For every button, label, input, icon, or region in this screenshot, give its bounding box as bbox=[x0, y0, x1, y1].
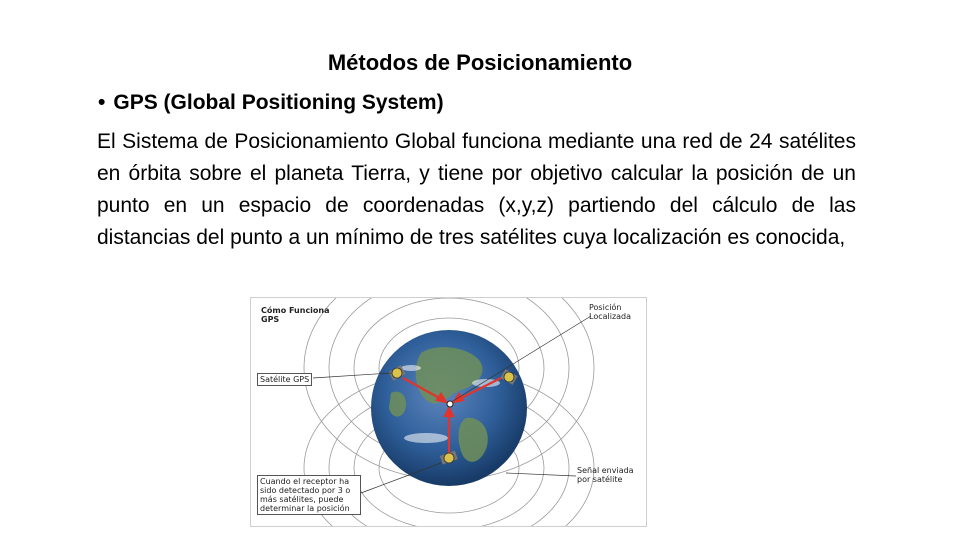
body-paragraph: El Sistema de Posicionamiento Global funciona mediante una red de 24 satélites en órbita sobre el planeta Tierra, y tiene por objetivo calcular la posición de un punto en un espacio de coordenadas (x,y,z) partiendo del cálculo de las distancias del punto a un mínimo de tres satélites cuya localización es conocida, bbox=[97, 130, 856, 249]
position-marker bbox=[447, 401, 453, 407]
label-receiver: Cuando el receptor ha sido detectado por 3 o más satélites, puede determinar la posición bbox=[257, 475, 361, 515]
slide-title: Métodos de Posicionamiento bbox=[327, 50, 633, 75]
label-position: Posición Localizada bbox=[589, 303, 632, 321]
bullet-text: GPS (Global Positioning System) bbox=[113, 91, 444, 114]
figure-heading: Cómo Funciona GPS bbox=[261, 306, 330, 324]
bullet-item bbox=[98, 91, 444, 115]
label-signal: Señal enviada por satélite bbox=[577, 466, 634, 484]
bullet-marker: • bbox=[98, 91, 106, 114]
label-satellite: Satélite GPS bbox=[257, 373, 312, 386]
gps-figure bbox=[250, 297, 647, 527]
